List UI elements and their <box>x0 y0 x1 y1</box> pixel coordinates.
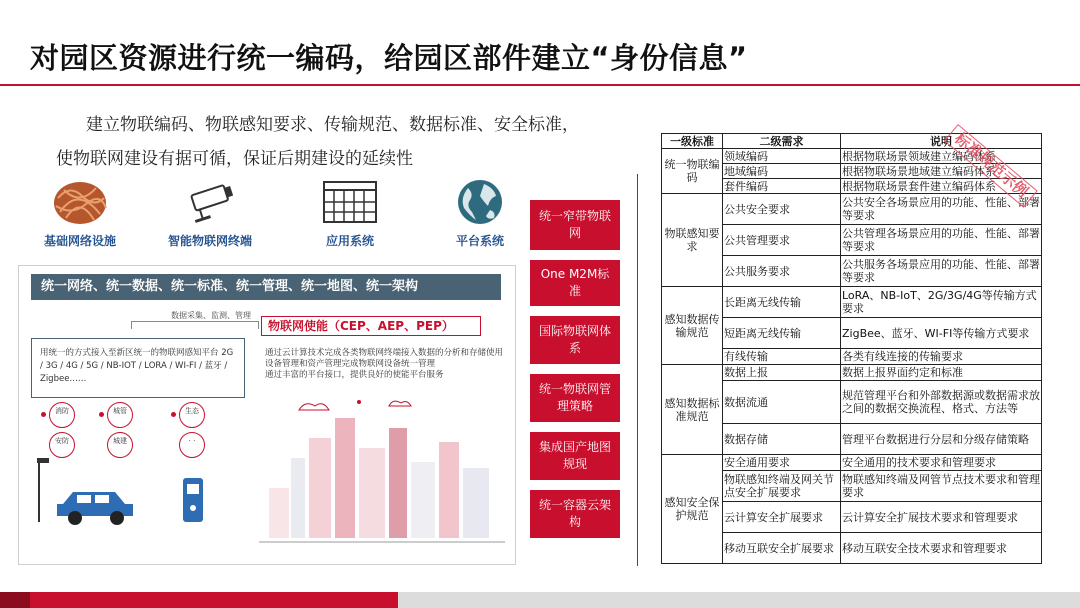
table-cell: 数据上报 <box>723 365 841 381</box>
chip-security: 安防 <box>49 432 75 458</box>
separator-line <box>637 174 638 566</box>
table-cell: 安全通用要求 <box>723 455 841 471</box>
icon-row <box>30 176 510 256</box>
globe-icon <box>450 176 510 228</box>
table-cell: 短距离无线传输 <box>723 318 841 349</box>
table-cell: 规范管理平台和外部数据源或数据需求放之间的数据交换流程、格式、方法等 <box>841 381 1042 424</box>
red-label-1: 统一窄带物联网 <box>530 200 620 250</box>
network-icon <box>50 176 110 228</box>
unified-banner: 统一网络、统一数据、统一标准、统一管理、统一地图、统一架构 <box>31 274 501 300</box>
table-cell: 物联感知终端及网关节点安全扩展要求 <box>723 471 841 502</box>
table-cell: 数据上报界面约定和标准 <box>841 365 1042 381</box>
icon-item-terminal <box>160 176 260 249</box>
table-cell: 数据流通 <box>723 381 841 424</box>
chip-dot <box>171 412 176 417</box>
chip-city-management: 城管 <box>107 402 133 428</box>
access-description: 用统一的方式接入至新区统一的物联网感知平台 2G / 3G / 4G / 5G / NB-IOT / LORA / WI-FI / 蓝牙 / Zigbee…… <box>31 338 245 398</box>
architecture-diagram <box>18 265 516 565</box>
table-cell: 根据物联场景领域建立编码体系 <box>841 149 1042 164</box>
table-cell: 地域编码 <box>723 164 841 179</box>
icon-label: 基础网络设施 <box>43 234 116 248</box>
category-cell: 感知数据传输规范 <box>662 287 723 365</box>
collection-note: 数据采集、监测、管理 <box>171 311 251 320</box>
intro-line-2: 使物联网建设有据可循，保证后期建设的延续性 <box>56 149 413 169</box>
footer-bar <box>0 592 1080 608</box>
table-row <box>662 194 1042 225</box>
icon-item-app <box>300 176 400 249</box>
icon-item-network <box>30 176 130 249</box>
table-cell: 数据存储 <box>723 424 841 455</box>
table-cell: 长距离无线传输 <box>723 287 841 318</box>
red-label-5: 集成国产地图规现 <box>530 432 620 480</box>
camera-icon <box>180 176 240 228</box>
chip-fire: 消防 <box>49 402 75 428</box>
table-cell: ZigBee、蓝牙、WI-FI等传输方式要求 <box>841 318 1042 349</box>
icon-label: 智能物联网终端 <box>167 234 252 248</box>
table-cell: 有线传输 <box>723 349 841 365</box>
category-cell: 感知数据标准规范 <box>662 365 723 455</box>
chip-dot <box>41 412 46 417</box>
header-level2: 二级需求 <box>723 134 841 149</box>
table-row <box>662 287 1042 318</box>
red-label-6: 统一容器云架构 <box>530 490 620 538</box>
icon-label: 应用系统 <box>325 234 374 248</box>
header-level1: 一级标准 <box>662 134 723 149</box>
device-illustration <box>33 452 253 532</box>
red-label-4: 统一物联网管理策略 <box>530 374 620 422</box>
table-cell: 公共服务要求 <box>723 256 841 287</box>
intro-line-1: 建立物联编码、物联感知要求、传输规范、数据标准、安全标准， <box>86 115 579 135</box>
footer-accent-dark <box>0 592 30 608</box>
table-cell: 公共安全要求 <box>723 194 841 225</box>
table-cell: 云计算安全扩展要求 <box>723 502 841 533</box>
table-cell: 物联感知终端及网管节点技术要求和管理要求 <box>841 471 1042 502</box>
table-cell: 公共服务各场景应用的功能、性能、部署等要求 <box>841 256 1042 287</box>
category-cell: 统一物联编码 <box>662 149 723 194</box>
chip-dot <box>99 412 104 417</box>
platform-description: 通过云计算技术完成各类物联网终端接入数据的分析和存储使用设备管理和资产管理完成物联网设备统一管理 通过丰富的平台接口，提供良好的使能平台服务 <box>265 348 504 380</box>
red-label-2: One M2M标准 <box>530 260 620 306</box>
table-cell: 云计算安全扩展技术要求和管理要求 <box>841 502 1042 533</box>
table-cell: 套件编码 <box>723 179 841 194</box>
page-title: 对园区资源进行统一编码，给园区部件建立“身份信息” <box>30 41 748 75</box>
table-cell: 根据物联场景地域建立编码体系 <box>841 164 1042 179</box>
table-cell: LoRA、NB-IoT、2G/3G/4G等传输方式要求 <box>841 287 1042 318</box>
app-system-icon <box>320 176 380 228</box>
chip-ecology: 生态 <box>179 402 205 428</box>
table-cell: 根据物联场景套件建立编码体系 <box>841 179 1042 194</box>
table-cell: 公共管理各场景应用的功能、性能、部署等要求 <box>841 225 1042 256</box>
header-description: 说明 <box>841 134 1042 149</box>
table-cell: 移动互联安全技术要求和管理要求 <box>841 533 1042 564</box>
title-divider <box>0 84 1080 86</box>
table-cell: 公共安全各场景应用的功能、性能、部署等要求 <box>841 194 1042 225</box>
category-cell: 物联感知要求 <box>662 194 723 287</box>
footer-accent-red <box>30 592 398 608</box>
standards-table <box>661 133 1042 564</box>
table-cell: 公共管理要求 <box>723 225 841 256</box>
table-cell: 移动互联安全扩展要求 <box>723 533 841 564</box>
table-cell: 管理平台数据进行分层和分级存储策略 <box>841 424 1042 455</box>
table-cell: 安全通用的技术要求和管理要求 <box>841 455 1042 471</box>
red-label-3: 国际物联网体系 <box>530 316 620 364</box>
chip-city-construction: 城建 <box>107 432 133 458</box>
intro-text <box>56 108 616 176</box>
iot-enablement-title: 物联网使能（CEP、AEP、PEP） <box>261 316 481 336</box>
icon-item-platform <box>430 176 530 249</box>
chip-more: · · <box>179 432 205 458</box>
table-cell: 领域编码 <box>723 149 841 164</box>
table-row <box>662 455 1042 471</box>
bracket-connector <box>131 321 259 329</box>
table-cell: 各类有线连接的传输要求 <box>841 349 1042 365</box>
category-cell: 感知安全保护规范 <box>662 455 723 564</box>
table-row <box>662 365 1042 381</box>
icon-label: 平台系统 <box>455 234 504 248</box>
standard-example-stamp: 标准规范示例 <box>944 124 1038 208</box>
